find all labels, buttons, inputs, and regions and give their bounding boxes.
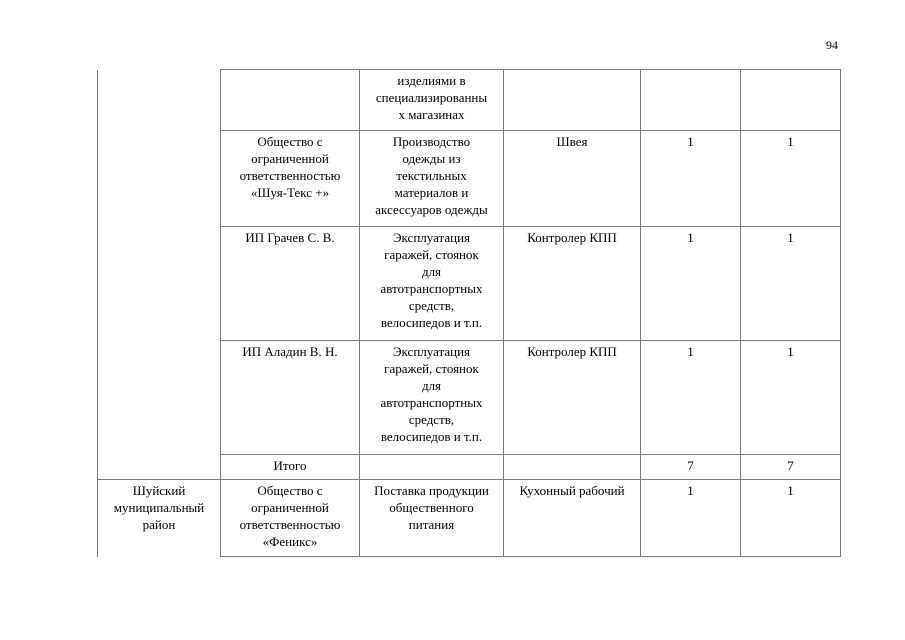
table-row (98, 227, 841, 341)
region-cell (98, 227, 221, 341)
total-count-cell: 7 (641, 455, 741, 480)
activity-cell (360, 455, 504, 480)
region-cell (98, 131, 221, 227)
table-row (98, 131, 841, 227)
count-cell: 1 (741, 480, 841, 557)
count-cell: 1 (641, 227, 741, 341)
count-cell: 1 (641, 131, 741, 227)
profession-cell: Швея (504, 131, 641, 227)
table-row (98, 70, 841, 131)
profession-cell: Кухонный рабочий (504, 480, 641, 557)
organization-cell: ИП Грачев С. В. (221, 227, 360, 341)
table-row (98, 480, 841, 557)
profession-cell (504, 70, 641, 131)
activity-cell: Производство одежды из текстильных материалов и аксессуаров одежды (360, 131, 504, 227)
region-cell (98, 341, 221, 455)
total-count-cell: 7 (741, 455, 841, 480)
total-label: Итого (221, 455, 360, 480)
region-cell (98, 70, 221, 131)
count-cell: 1 (641, 480, 741, 557)
profession-cell: Контролер КПП (504, 227, 641, 341)
profession-cell (504, 455, 641, 480)
count-cell: 1 (741, 341, 841, 455)
count-cell: 1 (641, 341, 741, 455)
organization-cell (221, 70, 360, 131)
count-cell: 1 (741, 131, 841, 227)
activity-cell: Поставка продукции общественного питания (360, 480, 504, 557)
table-row (98, 341, 841, 455)
profession-cell: Контролер КПП (504, 341, 641, 455)
total-row (98, 455, 841, 480)
count-cell: 1 (741, 227, 841, 341)
activity-cell: Эксплуатация гаражей, стоянок для автотранспортных средств, велосипедов и т.п. (360, 227, 504, 341)
data-table (97, 69, 841, 557)
count-cell (741, 70, 841, 131)
region-cell (98, 455, 221, 480)
organization-cell: ИП Аладин В. Н. (221, 341, 360, 455)
activity-cell: изделиями в специализированны х магазинах (360, 70, 504, 131)
organization-cell: Общество с ограниченной ответственностью «Феникс» (221, 480, 360, 557)
region-cell: Шуйский муниципальный район (98, 480, 221, 557)
organization-cell: Общество с ограниченной ответственностью «Шуя-Текс +» (221, 131, 360, 227)
activity-cell: Эксплуатация гаражей, стоянок для автотранспортных средств, велосипедов и т.п. (360, 341, 504, 455)
page-number: 94 (826, 38, 838, 52)
count-cell (641, 70, 741, 131)
